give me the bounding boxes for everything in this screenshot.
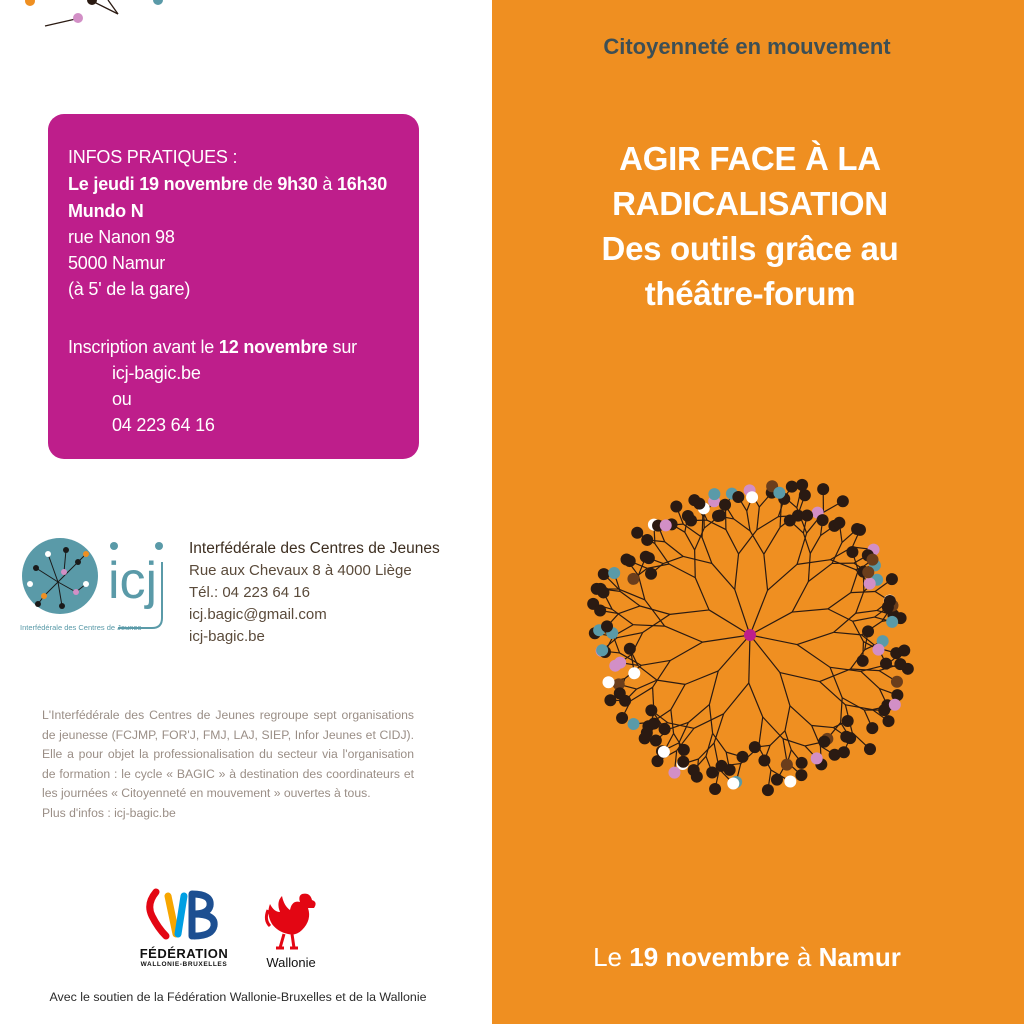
event-title [492,136,1008,316]
tree-branch [832,542,842,563]
tree-branch [665,626,703,642]
tree-branch [683,556,712,563]
tree-center-node [744,629,756,641]
tree-branch [665,542,684,557]
tree-node [795,769,807,781]
tree-node [727,778,739,790]
tree-branch [853,621,864,641]
tree-node [818,736,830,748]
tree-node [594,604,606,616]
organization-email[interactable]: icj.bagic@gmail.com [189,606,327,623]
description-more-info: Plus d'infos : icj-bagic.be [42,805,176,820]
wallonie-name: Wallonie [266,955,316,970]
tree-branch [671,710,674,734]
tree-node [732,491,744,503]
tree-branch [764,527,780,554]
tree-node [641,534,653,546]
tree-node [603,676,615,688]
event-date-line: Le jeudi 19 novembre de 9h30 à 16h30 [68,174,388,194]
tree-node [872,644,884,656]
wallonie-rooster-logo [262,890,320,952]
tree-node [784,776,796,788]
tree-node [771,774,783,786]
tree-node [737,751,749,763]
tree-node [719,499,731,511]
tree-branch [797,560,830,565]
radial-tree-illustration [540,425,960,845]
tree-node [614,687,626,699]
tree-node [659,723,671,735]
tree-branch [856,610,877,613]
fwb-subtitle: WALLONIE-BRUXELLES [140,961,228,968]
tree-node [758,755,770,767]
tree-node [886,573,898,585]
fwb-name: FÉDÉRATION [139,946,229,961]
tree-branch [688,705,709,723]
tree-node [706,767,718,779]
tree-branch [709,671,718,705]
tree-node [746,491,758,503]
tree-node [595,583,607,595]
tree-node [708,488,720,500]
tree-node [784,515,796,527]
tree-branch [619,589,645,600]
tree-branch [739,530,757,554]
tree-branch [750,531,764,554]
tree-branch [670,642,702,660]
tree-branch [783,739,805,746]
tree-branch [792,582,808,613]
organization-website[interactable]: icj-bagic.be [189,628,265,645]
tree-node [645,704,657,716]
tree-node [864,578,876,590]
tree-branch [851,570,858,592]
tree-branch [851,592,875,593]
tree-branch [749,683,763,717]
tree-node [864,743,876,755]
tree-node [857,655,869,667]
tree-branch [834,613,856,632]
tree-branch [783,739,787,762]
tree-node [693,498,705,510]
federation-wallonie-bruxelles-logo [132,886,242,946]
tree-branch [695,550,696,578]
tree-branch [792,609,828,612]
tree-node [670,500,682,512]
tree-node [658,746,670,758]
tree-branch [685,671,718,684]
tree-branch [764,554,768,590]
tree-node [627,573,639,585]
tree-node [886,616,898,628]
tree-branch [703,635,750,642]
registration-or: ou [112,389,132,409]
tree-node [878,704,890,716]
tree-branch [712,563,735,589]
organization-contact [189,538,440,648]
event-title-line-3: Des outils grâce au [601,230,899,267]
tree-branch [653,660,671,687]
registration-line: Inscription avant le 12 novembre sur [68,337,357,357]
tree-node [837,495,849,507]
tree-branch [734,519,750,531]
tree-node [598,568,610,580]
tree-branch [861,671,880,688]
tree-node [894,658,906,670]
venue-city: 5000 Namur [68,253,166,273]
organization-address: Rue aux Chevaux 8 à 4000 Liège [189,562,412,579]
tree-node [601,620,613,632]
tree-branch [797,632,834,644]
tree-node [660,519,672,531]
tree-node [799,489,811,501]
tree-branch [853,617,875,621]
venue-name: Mundo N [68,201,144,221]
event-title-line-1: AGIR FACE À LA [619,140,881,177]
tree-node [712,510,724,522]
info-heading: INFOS PRATIQUES : [68,147,238,167]
tree-branch [750,590,768,635]
icj-logo-caption: Interfédérale des Centres de Jeunes [20,623,142,632]
tree-node [840,731,852,743]
icj-logo-text: icj [108,552,158,610]
tree-branch [670,610,709,614]
tree-branch [657,680,685,684]
tree-branch [780,673,820,682]
tree-node [801,509,813,521]
tree-node [882,601,894,613]
tree-branch [718,635,750,671]
tree-node [609,660,621,672]
tree-node [891,676,903,688]
tree-branch [845,705,872,710]
tree-branch [780,502,781,527]
organization-name: Interfédérale des Centres de Jeunes [189,540,440,557]
tree-node [628,718,640,730]
venue-note: (à 5' de la gare) [68,279,191,299]
tree-node [883,715,895,727]
tree-branch [828,609,853,621]
tree-node [608,567,620,579]
tree-node [631,527,643,539]
tree-node [668,767,680,779]
tree-branch [695,578,709,610]
tree-branch [724,683,749,714]
support-statement: Avec le soutien de la Fédération Wallonie-Bruxelles et de la Wallonie [49,990,427,1004]
tree-node [685,515,697,527]
tree-node [889,699,901,711]
tree-node [677,756,689,768]
tree-node [724,764,736,776]
tree-node [817,514,829,526]
tree-branch [702,516,703,537]
registration-phone[interactable]: 04 223 64 16 [112,415,215,435]
tree-node [817,483,829,495]
tree-branch [834,632,862,635]
tree-node [833,517,845,529]
tree-node [624,555,636,567]
tree-branch [790,706,812,726]
tree-node [866,722,878,734]
icj-logo [18,532,178,642]
tree-branch [763,717,783,739]
tree-branch [768,564,797,590]
tree-branch [856,591,864,613]
tree-branch [669,564,695,578]
tree-branch [619,606,640,614]
tree-node [762,784,774,796]
tree-branch [643,614,670,632]
tree-branch [797,645,830,668]
tree-branch [785,706,790,731]
tree-branch [747,511,750,531]
tree-branch [641,660,670,665]
tree-branch [617,633,642,638]
tree-branch [759,717,763,747]
tree-node [616,712,628,724]
practical-info-box [48,114,419,459]
tree-branch [645,600,665,626]
tree-fragment-decoration [0,0,180,34]
tree-node [645,568,657,580]
tree-node [786,481,798,493]
tree-branch [757,517,779,530]
tree-node [688,764,700,776]
tree-branch [709,610,750,635]
tree-branch [757,507,759,530]
tree-branch [810,535,820,553]
left-panel [0,0,492,1024]
tree-node [709,783,721,795]
tree-branch [828,593,851,609]
tree-branch [830,560,855,570]
tree-branch [685,532,695,550]
tree-branch [702,537,712,563]
tree-branch [808,563,832,581]
tree-node [880,658,892,670]
tree-branch [812,726,834,728]
tree-node [862,625,874,637]
tree-branch [808,553,810,581]
event-title-line-2: RADICALISATION [612,185,888,222]
tree-node [643,552,655,564]
tree-branch [633,625,665,626]
tree-node [851,523,863,535]
tree-branch [803,533,810,553]
tree-branch [671,684,685,709]
tree-node [846,546,858,558]
tree-node [842,715,854,727]
tree-node [628,667,640,679]
tree-branch [780,673,790,706]
tree-branch [726,530,739,554]
tree-branch [631,687,653,700]
venue-street: rue Nanon 98 [68,227,175,247]
tree-branch [750,612,792,635]
tree-node [829,749,841,761]
tree-branch [749,635,750,683]
tree-branch [735,554,739,590]
organization-phone[interactable]: Tél.: 04 223 64 16 [189,584,310,601]
tree-node [624,643,636,655]
tree-branch [735,589,750,635]
tree-node [773,487,785,499]
tree-node [749,741,761,753]
tree-node [867,554,879,566]
tree-node [811,752,823,764]
tree-node [596,644,608,656]
tree-node [862,566,874,578]
registration-website[interactable]: icj-bagic.be [112,363,201,383]
tree-node [641,727,653,739]
organization-description [42,706,414,824]
tree-branch [820,682,846,705]
event-date-banner: Le 19 novembre à Namur [593,942,901,972]
series-title: Citoyenneté en mouvement [603,34,891,59]
tree-node [678,744,690,756]
tree-node [781,759,793,771]
tree-branch [638,665,657,680]
tree-node [796,757,808,769]
description-paragraph: L'Interfédérale des Centres de Jeunes regroupe sept organisations de jeunesse (FCJMP, FOR'J, FMJ, LAJ, SIEP, Infor Jeunes et CIDJ). Elle a pour objet la professionalisation du secteur via l'organisation de formation : le cycle « BAGIC » à destination des coordinateurs et les journées « Citoyenneté en mouvement » ouvertes à tous. [42,708,414,801]
tree-node [898,645,910,657]
tree-node [796,479,808,491]
event-title-line-4: théâtre-forum [644,275,856,312]
